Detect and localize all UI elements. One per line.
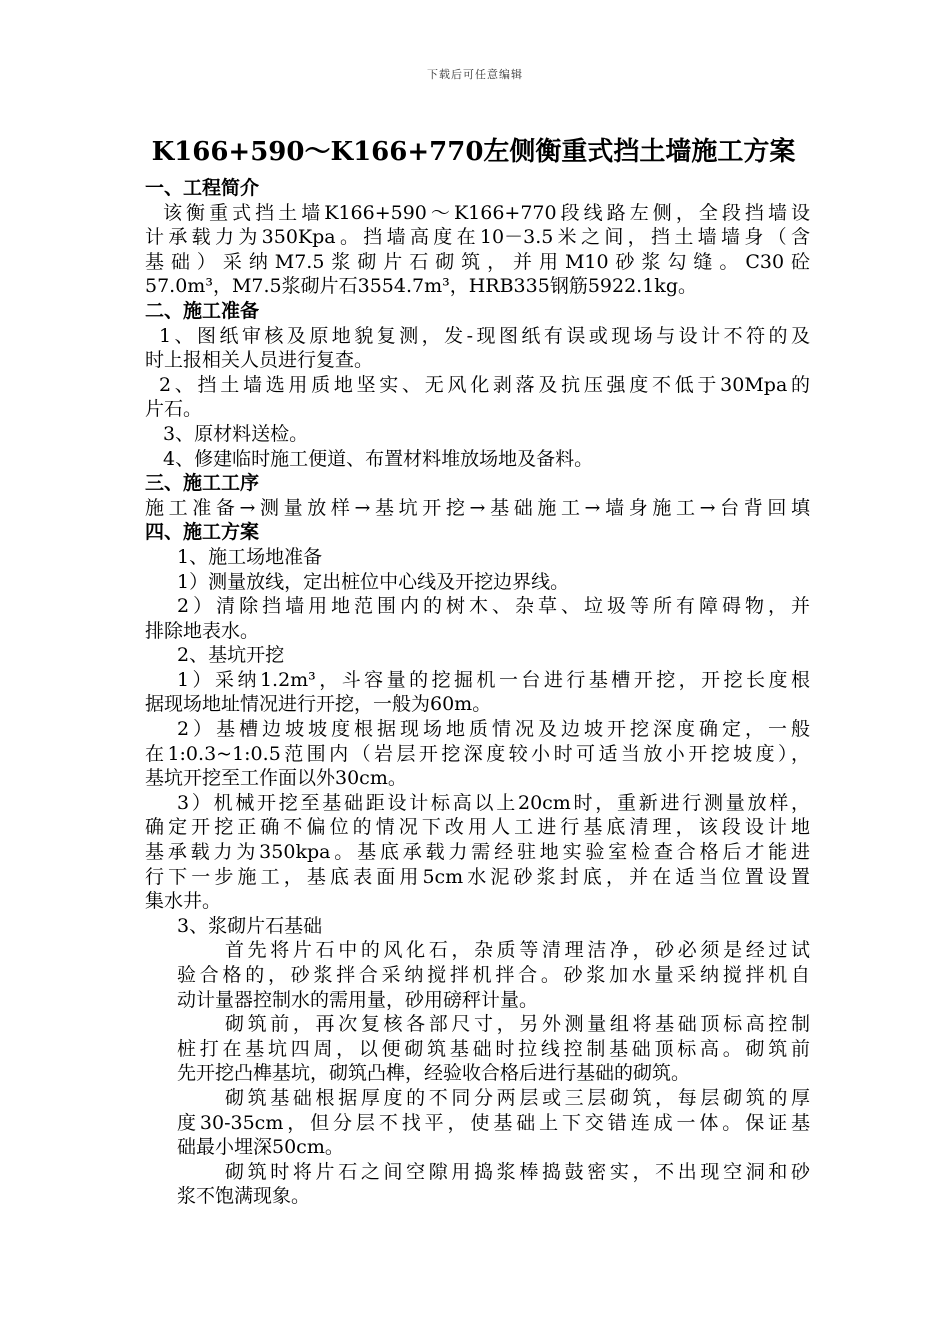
paragraph-line: 据现场地址情况进行开挖，一般为60m。 bbox=[145, 693, 492, 716]
paragraph-line: 排除地表水。 bbox=[145, 619, 260, 642]
paragraph-line: 砌筑前，再次复核各部尺寸，另外测量组将基础顶标高控制 bbox=[225, 1013, 810, 1036]
paragraph-line: 先开挖凸榫基坑，砌筑凸榫，经验收合格后进行基础的砌筑。 bbox=[177, 1062, 691, 1085]
paragraph-line: 确定开挖正确不偏位的情况下改用人工进行基底清理，该段设计地 bbox=[145, 816, 810, 839]
paragraph-line: 砌筑基础根据厚度的不同分两层或三层砌筑，每层砌筑的厚 bbox=[225, 1086, 810, 1109]
paragraph-line: 桩打在基坑四周，以便砌筑基础时拉线控制基础顶标高。砌筑前 bbox=[177, 1037, 810, 1060]
paragraph-line: 3、原材料送检。 bbox=[163, 422, 309, 445]
paragraph-line: 浆不饱满现象。 bbox=[177, 1185, 311, 1208]
paragraph-line: 集水井。 bbox=[145, 890, 222, 913]
subheading: 3、浆砌片石基础 bbox=[177, 914, 323, 937]
paragraph-line: 1）测量放线，定出桩位中心线及开挖边界线。 bbox=[177, 570, 570, 593]
paragraph-line: 2）基槽边坡坡度根据现场地质情况及边坡开挖深度确定，一般 bbox=[177, 718, 810, 741]
section-heading: 四、施工方案 bbox=[145, 521, 260, 544]
paragraph-line: 片石。 bbox=[145, 398, 203, 421]
paragraph-line: 2）清除挡墙用地范围内的树木、杂草、垃圾等所有障碍物，并 bbox=[177, 595, 810, 618]
paragraph-line: 行下一步施工，基底表面用5cm水泥砂浆封底，并在适当位置设置 bbox=[145, 865, 810, 888]
paragraph-line: 础最小埋深50cm。 bbox=[177, 1136, 344, 1159]
paragraph-line: 施工准备→测量放样→基坑开挖→基础施工→墙身施工→台背回填 bbox=[145, 496, 810, 519]
paragraph-line: 该衡重式挡土墙K166+590～K166+770段线路左侧，全段挡墙设 bbox=[163, 201, 810, 224]
paragraph-line: 2、挡土墙选用质地坚实、无风化剥落及抗压强度不低于30Mpa的 bbox=[159, 373, 810, 396]
paragraph-line: 动计量器控制水的需用量，砂用磅秤计量。 bbox=[177, 988, 539, 1011]
paragraph-line: 3）机械开挖至基础距设计标高以上20cm时，重新进行测量放样， bbox=[177, 791, 810, 814]
paragraph-line: 计承载力为350Kpa。挡墙高度在10－3.5米之间，挡土墙墙身（含 bbox=[145, 226, 810, 249]
subheading: 1、施工场地准备 bbox=[177, 545, 323, 568]
header-note: 下载后可任意编辑 bbox=[427, 68, 523, 81]
document-body bbox=[145, 134, 810, 1209]
paragraph-line: 砌筑时将片石之间空隙用捣浆棒捣鼓密实，不出现空洞和砂 bbox=[225, 1160, 810, 1183]
paragraph-line: 1）采纳1.2m³，斗容量的挖掘机一台进行基槽开挖，开挖长度根 bbox=[177, 668, 810, 691]
paragraph-line: 在1:0.3~1:0.5范围内（岩层开挖深度较小时可适当放小开挖坡度）， bbox=[145, 742, 810, 765]
subheading: 2、基坑开挖 bbox=[177, 644, 285, 667]
paragraph-line: 验合格的，砂浆拌合采纳搅拌机拌合。砂浆加水量采纳搅拌机自 bbox=[177, 964, 810, 986]
section-heading: 二、施工准备 bbox=[145, 299, 260, 322]
masonry-foundation-text bbox=[145, 938, 810, 1209]
paragraph-line: 基础）采纳M7.5浆砌片石砌筑，并用M10砂浆勾缝。C30砼 bbox=[145, 250, 810, 273]
paragraph-line: 时上报相关人员进行复查。 bbox=[145, 349, 374, 372]
document-title: K166+590～K166+770左侧衡重式挡土墙施工方案 bbox=[151, 137, 796, 167]
paragraph-line: 基承载力为350kpa。基底承载力需经驻地实验室检查合格后才能进 bbox=[145, 841, 810, 864]
paragraph-line: 度30-35cm，但分层不找平，使基础上下交错连成一体。保证基 bbox=[177, 1111, 810, 1134]
section-heading: 一、工程简介 bbox=[145, 177, 260, 199]
paragraph-line: 4、修建临时施工便道、布置材料堆放场地及备料。 bbox=[163, 447, 594, 470]
section-heading: 三、施工工序 bbox=[145, 472, 260, 495]
paragraph-line: 1、图纸审核及原地貌复测，发-现图纸有误或现场与设计不符的及 bbox=[159, 324, 810, 347]
paragraph-line: 57.0m³，M7.5浆砌片石3554.7m³，HRB335钢筋5922.1kg。 bbox=[145, 275, 697, 298]
paragraph-line: 首先将片石中的风化石，杂质等清理洁净，砂必须是经过试 bbox=[225, 939, 810, 962]
paragraph-line: 基坑开挖至工作面以外30cm。 bbox=[145, 767, 407, 790]
